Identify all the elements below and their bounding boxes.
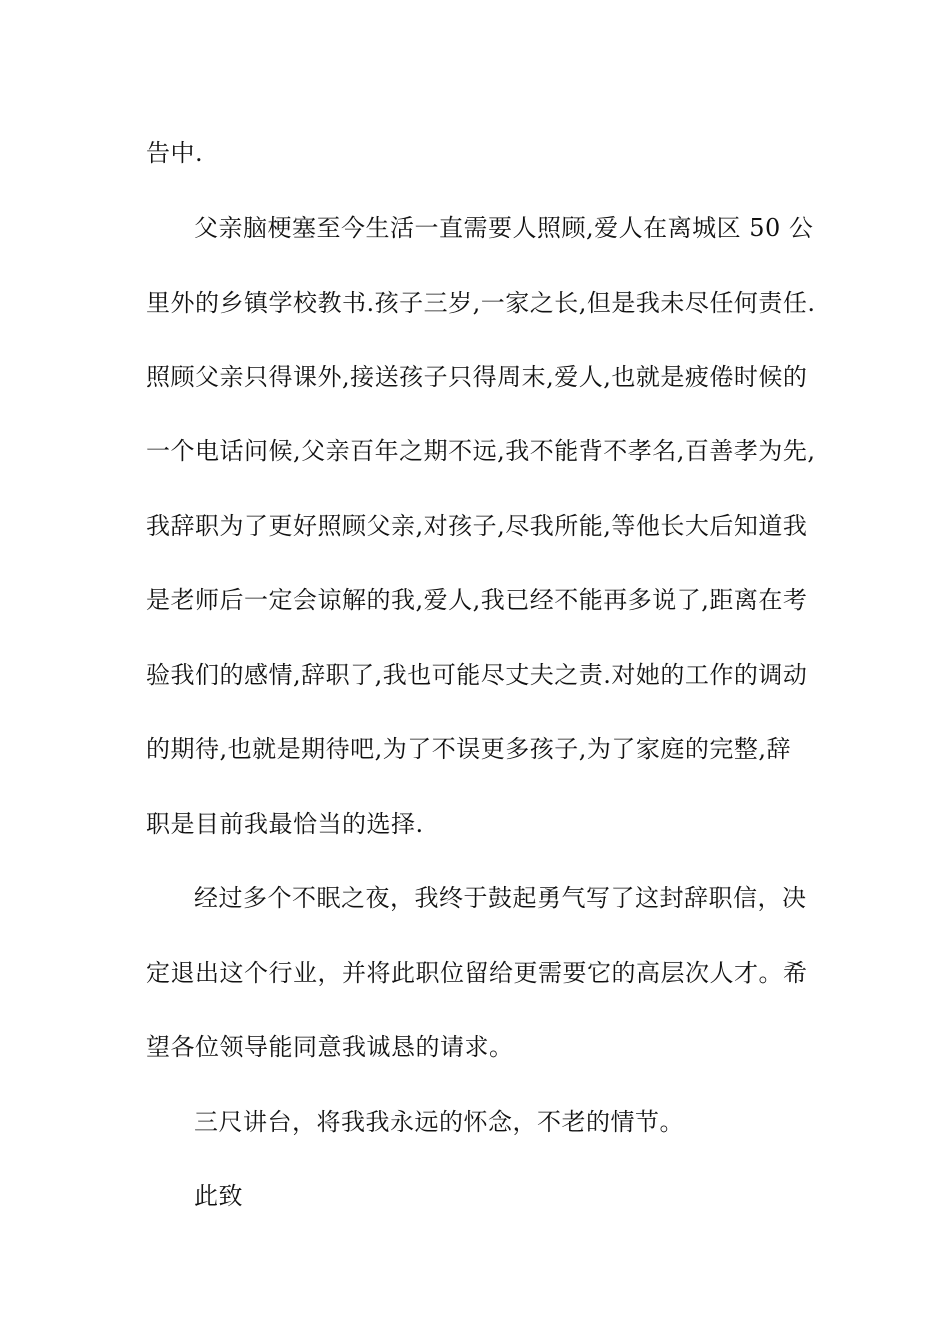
paragraph-1-line-1: 父亲脑梗塞至今生活一直需要人照顾,爱人在离城区 50 公 bbox=[194, 214, 814, 242]
paragraph-1-line-8: 的期待,也就是期待吧,为了不误更多孩子,为了家庭的完整,辞 bbox=[146, 735, 792, 763]
paragraph-1-line-5: 我辞职为了更好照顾父亲,对孩子,尽我所能,等他长大后知道我 bbox=[146, 512, 808, 540]
paragraph-1-line-9: 职是目前我最恰当的选择. bbox=[146, 810, 424, 838]
paragraph-2-line-1: 经过多个不眠之夜，我终于鼓起勇气写了这封辞职信，决 bbox=[194, 884, 807, 912]
paragraph-1-line-2: 里外的乡镇学校教书.孩子三岁,一家之长,但是我未尽任何责任. bbox=[146, 289, 816, 317]
text-line-1: 告中. bbox=[146, 139, 204, 167]
paragraph-1-line-3: 照顾父亲只得课外,接送孩子只得周末,爱人,也就是疲倦时候的 bbox=[146, 363, 808, 391]
closing-salutation: 此致 bbox=[194, 1182, 243, 1210]
paragraph-1-line-7: 验我们的感情,辞职了,我也可能尽丈夫之责.对她的工作的调动 bbox=[146, 661, 808, 689]
paragraph-2-line-2: 定退出这个行业，并将此职位留给更需要它的高层次人才。希 bbox=[146, 959, 808, 987]
paragraph-1-line-6: 是老师后一定会谅解的我,爱人,我已经不能再多说了,距离在考 bbox=[146, 586, 808, 614]
paragraph-1-line-4: 一个电话问候,父亲百年之期不远,我不能背不孝名,百善孝为先, bbox=[146, 437, 816, 465]
paragraph-3-line-1: 三尺讲台，将我我永远的怀念，不老的情节。 bbox=[194, 1108, 684, 1136]
paragraph-2-line-3: 望各位领导能同意我诚恳的请求。 bbox=[146, 1033, 514, 1061]
